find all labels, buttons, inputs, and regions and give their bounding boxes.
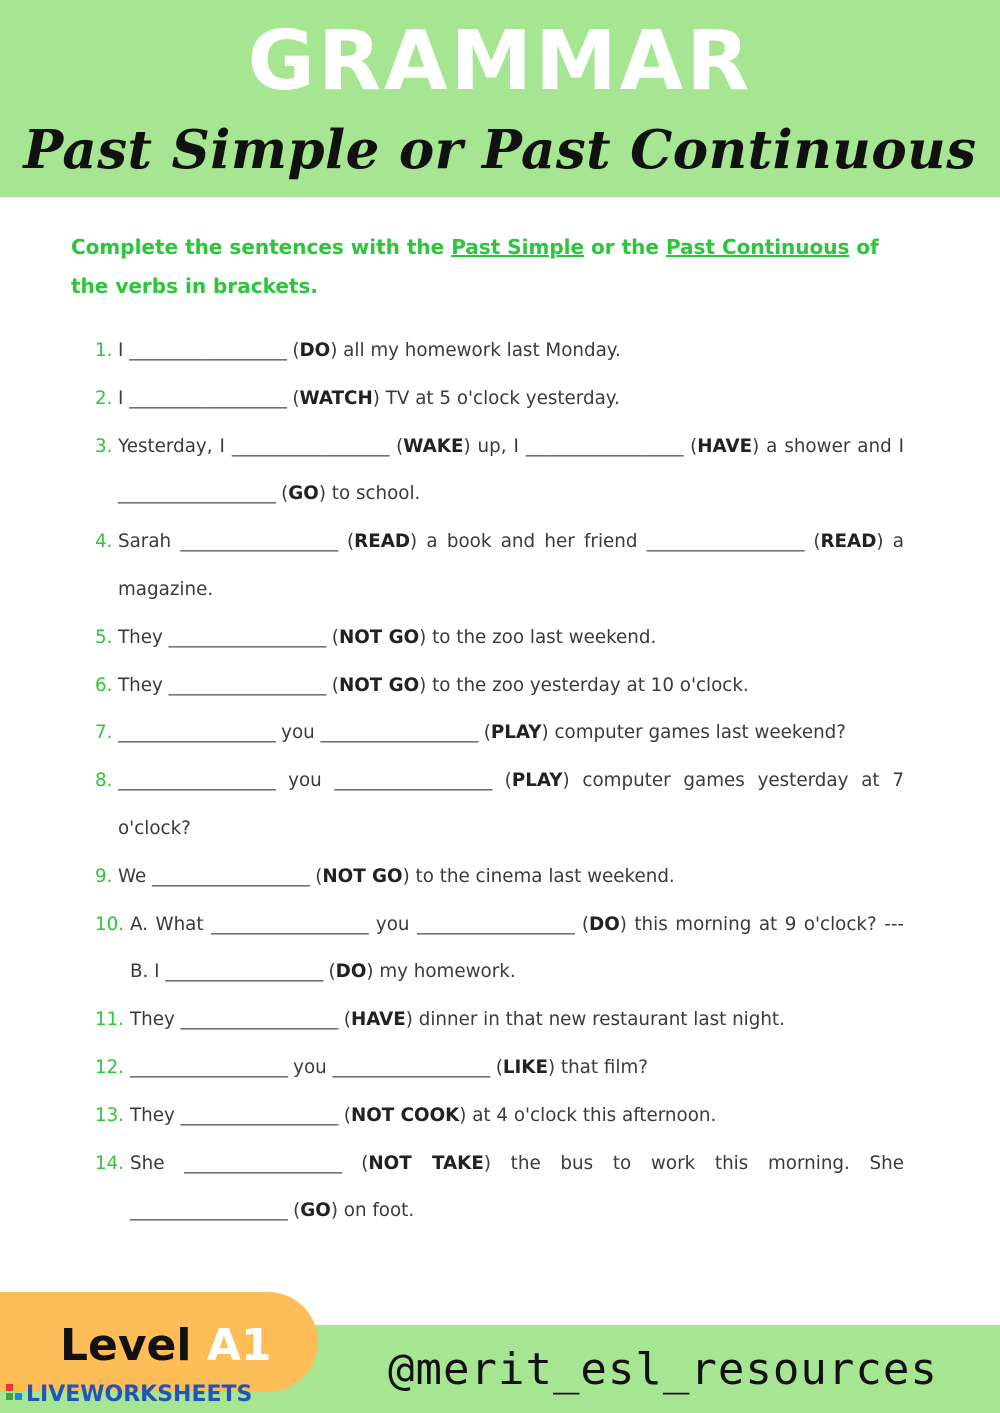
- exercise-list: [95, 327, 904, 1235]
- sentence-text: (: [309, 865, 323, 887]
- sentence-text: you: [368, 913, 418, 935]
- item-sentence: [130, 996, 904, 1044]
- sentence-text: (: [489, 1056, 503, 1078]
- answer-blank[interactable]: __________________: [180, 531, 338, 553]
- item-sentence: [118, 662, 904, 710]
- answer-blank[interactable]: __________________: [417, 913, 575, 935]
- exercise-item: [95, 614, 904, 662]
- sentence-text: I: [118, 387, 130, 409]
- item-sentence: [130, 1092, 904, 1140]
- answer-blank[interactable]: __________________: [168, 674, 326, 696]
- answer-blank[interactable]: __________________: [152, 865, 310, 887]
- level-value: A1: [206, 1320, 272, 1371]
- item-sentence: [118, 423, 904, 519]
- sentence-text: Yesterday, I: [118, 435, 232, 457]
- verb-prompt: PLAY: [490, 722, 542, 744]
- sentence-text: ) to the zoo last weekend.: [419, 626, 657, 648]
- answer-blank[interactable]: __________________: [118, 483, 276, 505]
- sentence-text: (: [322, 961, 336, 983]
- exercise-item: [95, 375, 904, 423]
- answer-blank[interactable]: __________________: [168, 626, 326, 648]
- item-sentence: [118, 375, 904, 423]
- answer-blank[interactable]: __________________: [129, 387, 287, 409]
- item-number: 4.: [95, 531, 113, 553]
- item-sentence: [118, 614, 904, 662]
- sentence-text: (: [287, 1200, 301, 1222]
- exercise-item: [95, 1044, 904, 1092]
- item-number: 12.: [95, 1056, 125, 1078]
- answer-blank[interactable]: __________________: [165, 961, 323, 983]
- sentence-text: (: [325, 626, 339, 648]
- item-number: 13.: [95, 1104, 125, 1126]
- answer-blank[interactable]: __________________: [332, 1056, 490, 1078]
- sentence-text: Sarah: [118, 531, 181, 553]
- exercise-item: [95, 327, 904, 375]
- answer-blank[interactable]: __________________: [525, 435, 684, 457]
- sentence-text: ) TV at 5 o'clock yesterday.: [372, 387, 620, 409]
- verb-prompt: NOT COOK: [350, 1104, 460, 1126]
- sentence-text: ) a shower and I: [752, 435, 905, 457]
- sentence-text: ) the bus to work this morning. She: [483, 1152, 904, 1174]
- exercise-item: [95, 423, 904, 519]
- sentence-text: (: [477, 722, 491, 744]
- item-number: 14.: [95, 1152, 125, 1174]
- answer-blank[interactable]: __________________: [231, 435, 390, 457]
- sentence-text: (: [574, 913, 590, 935]
- sentence-text: They: [130, 1104, 181, 1126]
- item-number: 2.: [95, 387, 113, 409]
- verb-prompt: GO: [288, 483, 319, 505]
- sentence-text: (: [341, 1152, 369, 1174]
- sentence-text: you: [287, 1056, 333, 1078]
- answer-blank[interactable]: __________________: [320, 722, 478, 744]
- sentence-text: ) at 4 o'clock this afternoon.: [459, 1104, 717, 1126]
- sentence-text: I: [118, 340, 130, 361]
- sentence-text: ) to the zoo yesterday at 10 o'clock.: [419, 674, 749, 696]
- exercise-item: [95, 1140, 904, 1236]
- sentence-text: (: [286, 387, 300, 409]
- item-number: 7.: [95, 722, 113, 744]
- sentence-text: ) a magazine.: [118, 531, 904, 600]
- answer-blank[interactable]: __________________: [180, 1104, 338, 1126]
- exercise-item: [95, 1092, 904, 1140]
- sentence-text: They: [118, 626, 169, 648]
- sentence-text: ) dinner in that new restaurant last night.: [405, 1009, 785, 1031]
- answer-blank[interactable]: __________________: [211, 913, 369, 935]
- verb-prompt: DO: [589, 913, 620, 935]
- sentence-text: ) to school.: [318, 483, 421, 505]
- item-number: 11.: [95, 1009, 125, 1031]
- sentence-text: ) that film?: [547, 1056, 648, 1078]
- verb-prompt: DO: [335, 961, 367, 983]
- instructions-text: Complete the sentences with the: [71, 235, 452, 259]
- header-banner: [0, 0, 1000, 197]
- item-sentence: [130, 1140, 904, 1236]
- sentence-text: (: [325, 674, 339, 696]
- answer-blank[interactable]: __________________: [129, 340, 287, 361]
- item-sentence: [118, 757, 904, 853]
- answer-blank[interactable]: __________________: [118, 770, 276, 792]
- level-word: Level: [60, 1320, 192, 1371]
- sentence-text: (: [389, 435, 404, 457]
- sentence-text: ) all my homework last Monday.: [330, 340, 621, 361]
- liveworksheets-brand[interactable]: [6, 1380, 252, 1410]
- author-handle: @merit_esl_resources: [388, 1344, 938, 1395]
- item-number: 10.: [95, 913, 125, 935]
- sentence-text: A. What: [130, 913, 212, 935]
- item-sentence: [118, 518, 904, 614]
- exercise-item: [95, 901, 904, 997]
- sentence-text: (: [286, 340, 300, 361]
- sentence-text: ) computer games last weekend?: [541, 722, 846, 744]
- answer-blank[interactable]: __________________: [130, 1200, 288, 1222]
- instructions-text: or the: [584, 235, 666, 259]
- item-number: 6.: [95, 674, 113, 696]
- exercise-item: [95, 709, 904, 757]
- verb-prompt: DO: [299, 340, 331, 361]
- item-sentence: [118, 853, 904, 901]
- answer-blank[interactable]: __________________: [130, 1056, 288, 1078]
- answer-blank[interactable]: __________________: [334, 770, 492, 792]
- verb-prompt: NOT TAKE: [368, 1152, 484, 1174]
- sentence-text: We: [118, 865, 153, 887]
- sentence-text: (: [804, 531, 821, 553]
- verb-prompt: PLAY: [511, 770, 563, 792]
- sentence-text: (: [275, 483, 289, 505]
- answer-blank[interactable]: __________________: [646, 531, 805, 553]
- sentence-text: you: [275, 722, 321, 744]
- item-number: 8.: [95, 770, 113, 792]
- sentence-text: (: [337, 1009, 351, 1031]
- verb-prompt: NOT GO: [338, 626, 420, 648]
- sentence-text: (: [491, 770, 512, 792]
- sentence-text: you: [275, 770, 335, 792]
- verb-prompt: HAVE: [350, 1009, 406, 1031]
- answer-blank[interactable]: __________________: [184, 1152, 342, 1174]
- sentence-text: (: [337, 1104, 351, 1126]
- sentence-text: They: [130, 1009, 181, 1031]
- instructions-term-past-continuous: Past Continuous: [665, 235, 850, 259]
- verb-prompt: NOT GO: [338, 674, 420, 696]
- item-sentence: [118, 327, 904, 375]
- instructions: [71, 228, 911, 306]
- verb-prompt: READ: [820, 531, 877, 553]
- answer-blank[interactable]: __________________: [180, 1009, 338, 1031]
- verb-prompt: WATCH: [299, 387, 373, 409]
- sentence-text: ) computer games yesterday at 7 o'clock?: [118, 770, 904, 839]
- sentence-text: (: [337, 531, 355, 553]
- item-sentence: [130, 1044, 904, 1092]
- page-subtitle: Past Simple or Past Continuous: [23, 119, 977, 181]
- item-sentence: [130, 901, 904, 997]
- sentence-text: ) this morning at 9 o'clock? --- B. I: [130, 913, 905, 983]
- instructions-term-past-simple: Past Simple: [451, 235, 585, 259]
- sentence-text: ) a book and her friend: [410, 531, 647, 553]
- verb-prompt: NOT GO: [322, 865, 403, 887]
- sentence-text: ) on foot.: [330, 1200, 415, 1222]
- sentence-text: ) my homework.: [366, 961, 516, 983]
- item-number: 1.: [95, 340, 113, 361]
- sentence-text: She: [130, 1152, 185, 1174]
- exercise-item: [95, 662, 904, 710]
- liveworksheets-logo-icon: [6, 1384, 24, 1406]
- exercise-item: [95, 518, 904, 614]
- answer-blank[interactable]: __________________: [118, 722, 276, 744]
- verb-prompt: READ: [354, 531, 411, 553]
- verb-prompt: LIKE: [502, 1056, 548, 1078]
- sentence-text: (: [683, 435, 698, 457]
- sentence-text: ) to the cinema last weekend.: [402, 865, 675, 887]
- exercise-item: [95, 757, 904, 853]
- exercise-item: [95, 996, 904, 1044]
- instructions-text: of the verbs in brackets.: [71, 235, 879, 298]
- item-sentence: [118, 709, 904, 757]
- item-number: 3.: [95, 435, 113, 457]
- item-number: 9.: [95, 865, 113, 887]
- level-label: [60, 1318, 271, 1374]
- verb-prompt: HAVE: [697, 435, 753, 457]
- page-title: GRAMMAR: [247, 14, 753, 109]
- liveworksheets-wordmark: LIVEWORKSHEETS: [26, 1382, 253, 1407]
- sentence-text: ) up, I: [463, 435, 526, 457]
- exercise-item: [95, 853, 904, 901]
- item-number: 5.: [95, 626, 113, 648]
- verb-prompt: GO: [300, 1200, 331, 1222]
- sentence-text: They: [118, 674, 169, 696]
- verb-prompt: WAKE: [403, 435, 464, 457]
